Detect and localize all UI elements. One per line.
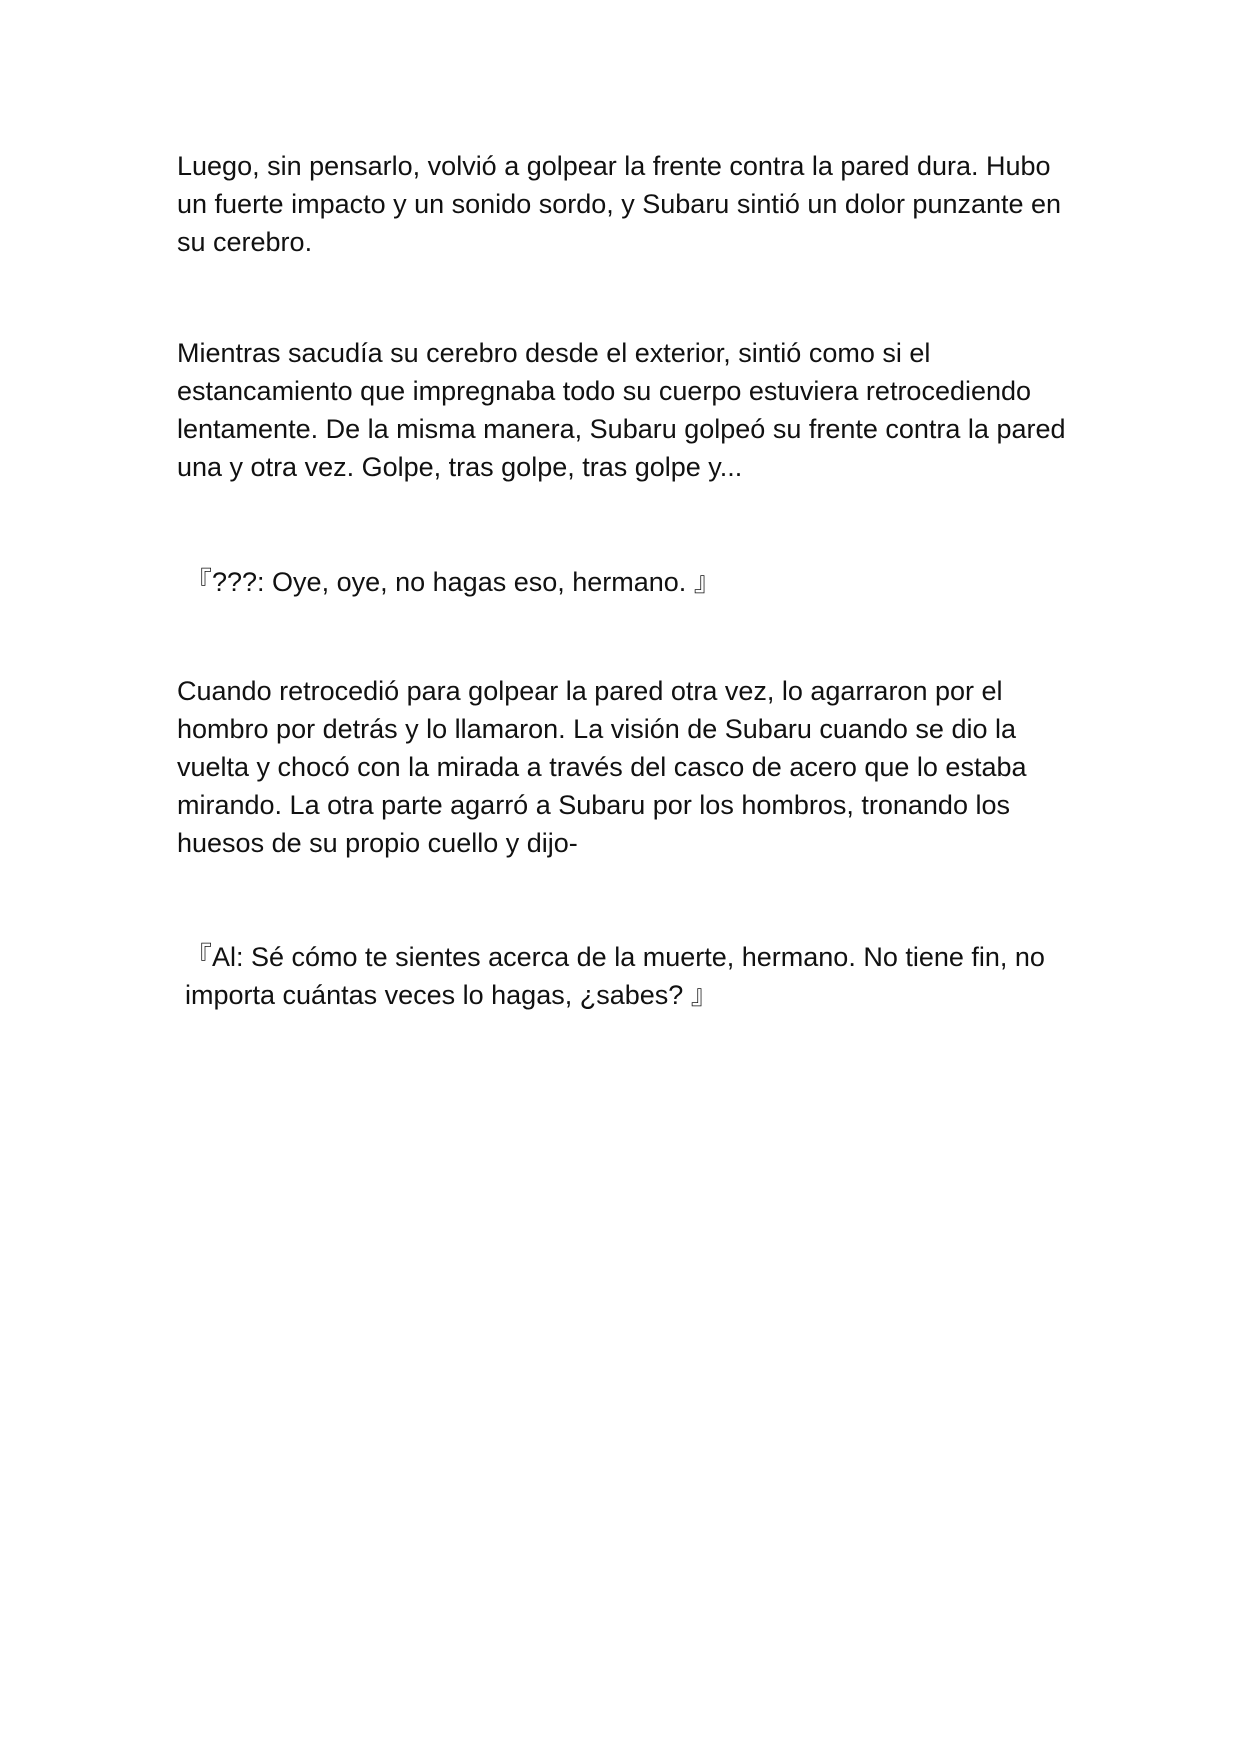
paragraph-dialogue: 『Al: Sé cómo te sientes acerca de la muerte, hermano. No tiene fin, no importa cuántas veces lo hagas, ¿sabes? 』 <box>185 942 1045 1010</box>
paragraph-narration: Luego, sin pensarlo, volvió a golpear la frente contra la pared dura. Hubo un fuerte impacto y un sonido sordo, y Subaru sintió un dolor punzante en su cerebro. <box>177 151 1062 257</box>
paragraph-dialogue: 『???: Oye, oye, no hagas eso, hermano. 』 <box>185 567 721 597</box>
paragraph-narration: Mientras sacudía su cerebro desde el exterior, sintió como si el estancamiento que impregnaba todo su cuerpo estuviera retrocediendo lentamente. De la misma manera, Subaru golpeó su frente contra la pared una y otra vez. Golpe, tras golpe, tras golpe y... <box>177 338 1066 482</box>
paragraph-narration: Cuando retrocedió para golpear la pared otra vez, lo agarraron por el hombro por detrás y lo llamaron. La visión de Subaru cuando se dio la vuelta y chocó con la mirada a través del casco de acero que lo estaba mirando. La otra parte agarró a Subaru por los hombros, tronando los huesos de su propio cuello y dijo- <box>177 676 1027 858</box>
